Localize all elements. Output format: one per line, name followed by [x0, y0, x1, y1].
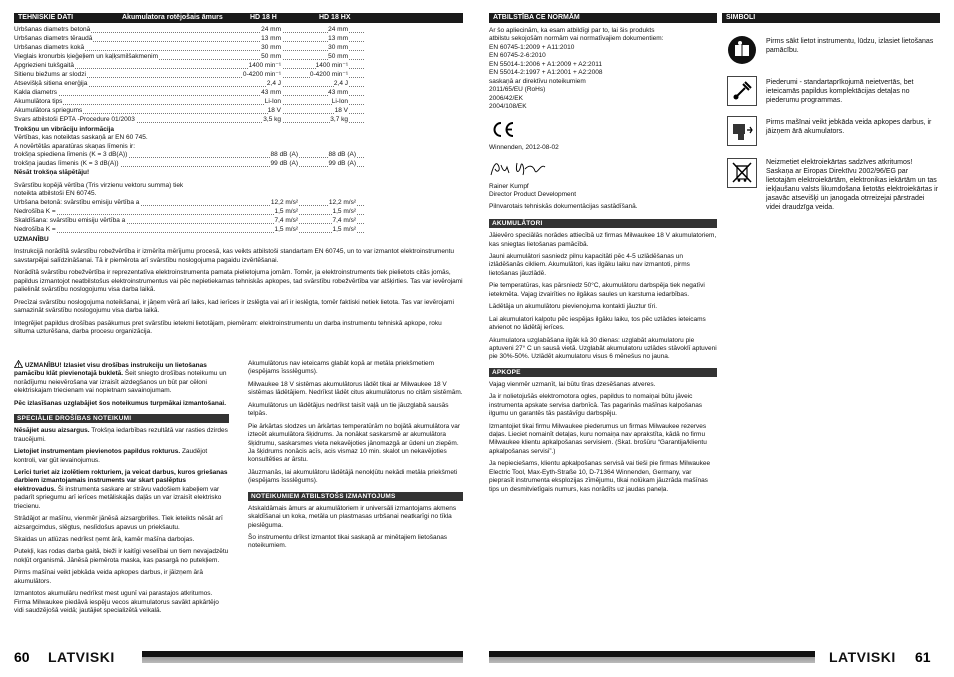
remove-battery-icon — [727, 116, 757, 146]
battery-para-3: Pie temperatūras, kas pārsniedz 50°C, akumulātoru darbspēja tiek negatīvi ietekmēta. Vajag izvairīties no ilgākas saules un karstuma iedarbības. — [489, 282, 705, 298]
spec-value-1: 43 mm — [261, 89, 281, 96]
safety-para-8: Izmantotos akumulāru nedrīkst mest ugunī vai parastajos atkritumos. Firma Milwaukee piedāvā iespēju vecos akumulatorus savākt apkārtējo vidi saudzējošā veidā; jautājiet specializētā veikalā. — [14, 590, 219, 615]
spec-value-2: 0-4200 min⁻¹ — [309, 71, 348, 78]
right-footer — [489, 647, 940, 665]
safety-para-5: Skaidas un atlūzas nedrīkst ņemt ārā, kamēr mašīna darbojas. — [14, 536, 195, 543]
spec-value-1: 30 mm — [261, 44, 281, 51]
conformity-lines — [489, 27, 717, 111]
safety-para-7: Pirms mašīnai veikt jebkāda veida apkopes darbus, ir jāizņem ārā akumulātors. — [14, 569, 203, 585]
spec-value-1: 13 mm — [261, 35, 281, 42]
spec-label: trokšņa jaudas līmenis (K = 3 dB(A)) — [14, 160, 119, 168]
attention-section — [14, 236, 463, 340]
warning-bold: UZMANĪBU! Izlasiet visu drošības instrukciju un lietošanas pamācību klāt pievienotajā bukletā. — [14, 362, 207, 378]
spec-value-1: 24 mm — [261, 26, 281, 33]
spec-label: Urbšanas diametrs betonā — [14, 26, 91, 33]
left-footer-bar — [142, 651, 463, 663]
spec-value-1: 1,5 m/s² — [274, 225, 298, 233]
safety-para-4: Strādājot ar mašīnu, vienmēr jānēsā aizsargbrilles. Tiek ieteikts nēsāt arī aizsargcimdus, slēgtus, neslīdošus apavus un priekšautu. — [14, 515, 223, 531]
warning-paragraph — [14, 360, 229, 396]
spec-label: Atsevišķā sitiena enerģija — [14, 80, 88, 87]
spec-value-2: 24 mm — [328, 26, 348, 33]
spec-row — [14, 208, 364, 217]
battery-safety-para-3: Akumulātorus un lādētājus nedrīkst taisīt vaļā un tie jāuzglabā sausās telpās. — [248, 401, 449, 418]
read-manual-icon — [727, 35, 757, 65]
safety-para-3-bold: Lerīci turiet aiz izolētiem rokturiem, ja veicat darbus, kuros griešanas darbiem izmantojamais instruments var skart paslēptus elektrovadus. — [14, 468, 228, 493]
spec-value-2: 18 V — [334, 107, 348, 114]
spec-row — [14, 89, 364, 98]
battery-para-2: Jauni akumulātori sasniedz pilnu kapacitāti pēc 4-5 uzlādēšanas un izlādēšanās cikliem. Akumulātori, kas ilgāku laiku nav izmantoti, pirms lietošanas jāuzlādē. — [489, 253, 690, 277]
signer-authority: Pilnvarotais tehniskās dokumentācijas sastādīšanā. — [489, 202, 638, 210]
maintenance-para-1: Vajag vienmēr uzmanīt, lai būtu tīras dzesēšanas atveres. — [489, 380, 656, 388]
battery-para-6: Akumulatora uzglabāšana ilgāk kā 30 dienas: uzglabāt akumulatoru pie aptuveni 27° C un sausā vietā. Uzglabāt akumulatoru uzlādes stāvoklī aptuveni pie 30%-50%. Uzlādēt akumulatoru visus 6 mēnešus no jauna. — [489, 336, 717, 361]
spec-row — [14, 71, 364, 80]
spec-row — [14, 226, 364, 235]
safety-para-2-rest: Zaudējot kontroli, var gūt ievainojumus. — [14, 448, 208, 464]
noise-rows — [14, 151, 364, 169]
spec-label: Skaldīšana: svārstību emisiju vērtība a — [14, 216, 126, 224]
conformity-line: 2004/108/EK — [489, 102, 527, 110]
spec-value-1: 50 mm — [261, 53, 281, 60]
spec-row — [14, 98, 364, 107]
noise-line-1: Vērtības, kas noteiktas saskaņā ar EN 60 745. — [14, 134, 148, 142]
signature — [489, 159, 717, 179]
conformity-line: 2011/65/EU (RoHs) — [489, 86, 546, 94]
dot-leader — [54, 86, 364, 87]
battery-safety-para-5: Jāuzmanās, lai akumulātoru lādētājā nenokļūtu nekādi metāla priekšmeti (iespējams īssslēgums). — [248, 468, 458, 485]
intended-use-para-1: Atskaldāmais āmurs ar akumulātoriem ir universāli izmantojams akmens skaldīšanai un koka, metāla un plastmasas urbšanai neatkarīgi no tīkla pieslēguma. — [248, 504, 457, 529]
dot-leader — [54, 232, 364, 233]
spec-row — [14, 44, 364, 53]
conformity-line: atbilstu sekojošām normām vai normatīvajiem dokumentiem: — [489, 35, 664, 43]
spec-label: trokšņa spiediena līmenis (K = 3 dB(A)) — [14, 151, 128, 159]
symbols-column — [722, 13, 940, 212]
conformity-line: Ar šo apliecinām, ka esam atbildīgi par to, lai šis produkts — [489, 27, 655, 34]
spec-label: Nedrošība K = — [14, 225, 56, 233]
spec-label: Vieglais kronurbis ķieģeļiem un kaļķsmilšakmenim — [14, 53, 159, 60]
right-page-number: 61 — [915, 649, 931, 665]
spec-value-2: 3,7 kg — [330, 116, 348, 123]
spec-label: Urbšanas diametrs kokā — [14, 44, 85, 51]
vib-line-1: Svārstību kopējā vērtība (Tris virzienu vektoru summa) tiek — [14, 181, 184, 189]
signature-icon — [489, 159, 549, 179]
symbol-text-accessory: Piederumi - standartaprīkojumā neietvertās, bet ieteicamās papildus komplektācijas detaļas no piederumu programmas. — [766, 79, 914, 105]
spec-value-2: 12,2 m/s² — [328, 198, 356, 206]
spec-value-2: 1400 min⁻¹ — [315, 62, 348, 69]
left-page-number: 60 — [14, 649, 30, 665]
battery-header: AKUMULĀTORI — [489, 219, 717, 228]
spec-table — [14, 26, 364, 125]
spec-value-2: Li-Ion — [331, 98, 348, 105]
spec-value-2: 50 mm — [328, 53, 348, 60]
symbols-header: SIMBOLI — [722, 13, 940, 23]
spec-label: Nedrošība K = — [14, 207, 56, 215]
spec-row — [14, 53, 364, 62]
spec-value-2: 13 mm — [328, 35, 348, 42]
safety-para-1 — [14, 427, 229, 444]
spec-value-2: 2,4 J — [333, 80, 348, 87]
accessory-icon — [727, 76, 757, 106]
conformity-line: EN 60745-1:2009 + A11:2010 — [489, 43, 575, 51]
spec-value-1: 99 dB (A) — [270, 160, 298, 168]
tech-col-model1: HD 18 H — [250, 14, 277, 21]
spec-row — [14, 160, 364, 169]
spec-label: Sitienu biežums ar slodzi — [14, 71, 86, 78]
symbol-text-manual: Pirms sākt lietot instrumentu, lūdzu, izlasiet lietošanas pamācību. — [766, 38, 934, 55]
symbol-text-weee: Neizmetiet elektroiekārtas sadzīves atkritumos! Saskaņa ar Eiropas Direktīvu 2002/96/EG par lietotajām elektroiekārtām, elektronikas iekārtām un tas iekļaušanu valsts likumdošana lietotās elektroiekārtas ir jasavāc atsevišķi un janogada otrreizejai pārstradei videi draudzīga veida. — [766, 159, 938, 212]
noise-line-2: A novērtētās aparatūras skaņas līmenis ir: — [14, 142, 136, 150]
dot-leader — [54, 214, 364, 215]
conformity-line: saskaņā ar direktīvu noteikumiem — [489, 77, 586, 85]
safety-para-3-rest: Ši instrumenta saskare ar strāvu vadošiem kabeļiem var padarīt spriegumu arī ierīces metāliskajās daļās un var izraisīt elektrisko triecienu. — [14, 485, 222, 510]
special-safety-header: SPECIĀLIE DROŠĪBAS NOTEIKUMI — [14, 414, 229, 423]
battery-safety-para-4: Pie ārkārtas slodzes un ārkārtas temperatūrām no bojātā akumulātora var iztecēt akumulātora šķidrums. Ja nonākat saskarsmē ar akumulātora šķidrumu, saskarsmes vieta nekavējoties jānomazgā ar ūdeni un ziepēm. Ja šķidrums nonācis acīs, acis vismaz 10 min. skalot un nekavējoties konsultēties ar ārstu. — [248, 422, 461, 464]
dot-leader — [54, 113, 364, 114]
right-language-label: LATVISKI — [829, 649, 896, 665]
safety-para-1-bold: Nēsājiet ausu aizsargus. — [14, 427, 90, 435]
safety-column — [14, 360, 229, 620]
spec-label: Kakla diametrs — [14, 89, 57, 96]
spec-value-1: 1400 min⁻¹ — [248, 62, 281, 69]
spec-label: Urbšanas diametrs tēraudā — [14, 35, 93, 42]
noise-title: Trokšņu un vibrāciju informācija — [14, 126, 115, 133]
spec-value-1: 12,2 m/s² — [270, 198, 298, 206]
spec-row — [14, 80, 364, 89]
maintenance-para-4: Ja nepieciešams, klientu apkalpošanas servisā vai tieši pie firmas Milwaukee Electric Tool, Max-Eyth-Straße 10, D-71364 Winnenden, Germany, var pieprasīt instrumenta eksplozijas zīmējumu, tikai nolūkam jāuzrāda mašīnas tips un desmitvietīgais numurs, kas norādīts uz jaudas paneļa. — [489, 460, 711, 493]
spec-label: Urbšana betonā: svārstību emisiju vērtība a — [14, 198, 140, 206]
attention-title: UZMANĪBU — [14, 236, 49, 243]
spec-value-1: Li-Ion — [264, 98, 281, 105]
maintenance-para-3: Izmantojiet tikai firmu Milwaukee piederumus un firmas Milwaukee rezerves daļas. Lieciet nomainīt detaļas, kuru nomaiņa nav aprakstīta, kādā no firmu Milwaukee klientu apkalpošanas servisiem. (Skat. brošūru “Garantija/klientu apkalpošanas servisi”.) — [489, 422, 707, 455]
spec-value-1: 2,4 J — [266, 80, 281, 87]
dot-leader — [54, 95, 364, 96]
dot-leader — [54, 104, 364, 105]
tech-col-product: Akumulatora rotējošais āmurs — [122, 14, 223, 21]
dot-leader — [54, 50, 364, 51]
dot-leader — [54, 32, 364, 33]
spec-value-1: 88 dB (A) — [270, 151, 298, 159]
spec-value-2: 99 dB (A) — [328, 160, 356, 168]
battery-para-1: Jāievēro speciālās norādes attiecībā uz firmas Milwaukee 18 V akumulatoriem, kas sniegtas lietošanas pamācībā. — [489, 232, 717, 248]
conformity-line: 2006/42/EK — [489, 94, 523, 102]
attention-para-3: Precīzai svārstību noslogojuma noteikšanai, ir jāņem vērā arī laiks, kad ierīces ir izslēgta vai arī ir ieslēgta, tomēr faktiski netiek lietota. Tas var ievērojami samazināt svārstību noslogojumu visa darba laikā. — [14, 298, 454, 315]
tech-data-title: TEHNISKIE DATI — [18, 14, 74, 21]
noise-section — [14, 126, 364, 235]
keep-instructions: Pēc izlasīšanas uzglabājiet šos noteikumus turpmākai izmantošanai. — [14, 399, 227, 407]
noise-warning: Nēsāt trokšņa slāpētāju! — [14, 169, 90, 177]
vib-line-2: noteikta atbilstoši EN 60745. — [14, 190, 97, 198]
spec-row — [14, 26, 364, 35]
battery-para-5: Lai akumulatori kalpotu pēc iespējas ilgāku laiku, tos pēc uzlādes ieteicams atvienot no lādētāj ierīces. — [489, 315, 706, 332]
ce-mark — [491, 121, 717, 138]
warning-rest: Šeit sniegto drošības noteikumu un norādījumu neievērošana var izraisīt aizdegšanos un būt par cēloni elektriskajam triecienam vai nopietnam savainojumam. — [14, 370, 227, 395]
attention-para-2: Norādītā svārstību robežvērtība ir reprezentatīva elektroinstrumenta pamata pielietojuma jomām. Tomēr, ja elektroinstruments tiek pielietots citās jomās, papildus izmantojot neatbilstošus elektroinstrumentus vai pēc nepietiekamas tehniskās apkopes, tad svārstību robežvērtība var atšķirties. Tas var ievērojami palielināt svārstību noslogojumu visa darba laikā. — [14, 269, 463, 294]
warning-triangle-icon — [14, 360, 23, 368]
safety-para-1-rest: Trokšņa iedarbības rezultātā var rasties dzirdes traucējumi. — [14, 427, 228, 443]
right-page — [477, 0, 954, 677]
signer-title: Director Product Development — [489, 191, 577, 199]
conformity-line: EN 55014-1:2006 + A1:2009 + A2:2011 — [489, 60, 603, 68]
maintenance-para-2: Ja ir nolietojušās elektromotora ogles, papildus to nomaiņai būtu jāveic instrumenta apskate servisa darbnīcā. Tas pagarinās mašīnas kalpošanas ilgumu un garantēs tās pastāvīgu darbspēju. — [489, 393, 703, 418]
ce-mark-icon — [491, 121, 515, 138]
battery-safety-para-2: Milwaukee 18 V sistēmas akumulātorus lādēt tikai ar Milwaukee 18 V sistēmas lādētājiem. Nedrīkst lādēt citus akumulātorus no citām sistēmām. — [248, 380, 463, 397]
weee-bin-icon — [727, 158, 757, 188]
spec-value-1: 7,4 m/s² — [274, 216, 298, 224]
spec-value-2: 7,4 m/s² — [332, 216, 356, 224]
conformity-line: EN 60745-2-6:2010 — [489, 52, 546, 60]
spec-row — [14, 62, 364, 71]
left-footer — [14, 647, 463, 665]
spec-value-2: 1,5 m/s² — [332, 207, 356, 215]
spec-value-2: 30 mm — [328, 44, 348, 51]
maintenance-header: APKOPE — [489, 368, 717, 377]
spec-label: Svars atbilstoši EPTA -Procedure 01/2003 — [14, 116, 135, 123]
battery-safety-para-1: Akumulātorus nav ieteicams glabāt kopā ar metāla priekšmetiem (iespējams īssslēgums). — [248, 360, 435, 376]
spec-row — [14, 107, 364, 116]
spec-value-2: 88 dB (A) — [328, 151, 356, 159]
safety-para-3 — [14, 469, 229, 511]
spec-row — [14, 217, 364, 226]
intended-use-header: NOTEIKUMIEM ATBILSTOŠS IZMANTOJUMS — [248, 492, 463, 501]
dot-leader — [54, 41, 364, 42]
left-language-label: LATVISKI — [48, 649, 115, 665]
conformity-line: EN 55014-2:1997 + A1:2001 + A2:2008 — [489, 69, 603, 77]
spec-value-1: 1,5 m/s² — [274, 207, 298, 215]
vib-rows — [14, 199, 364, 235]
spec-row — [14, 116, 364, 125]
intended-use-para-2: Šo instrumentu drīkst izmantot tikai saskaņā ar minētajiem lietošanas noteikumiem. — [248, 534, 448, 550]
battery-safety-column — [248, 360, 463, 555]
conformity-header: ATBILSTĪBA CE NORMĀM — [489, 13, 717, 23]
spec-label: Akumulātora tips — [14, 98, 63, 105]
tech-col-model2: HD 18 HX — [319, 14, 351, 21]
right-footer-bar — [489, 651, 815, 663]
spec-label: Akumulātora spriegums — [14, 107, 83, 114]
safety-para-6: Putekļi, kas rodas darba gaitā, bieži ir kaitīgi veselībai un tiem nevajadzētu nokļūt organismā. Jānēsā piemērota maska, kas pasargā no putekļiem. — [14, 548, 229, 564]
spec-value-2: 1,5 m/s² — [332, 225, 356, 233]
spec-value-1: 0-4200 min⁻¹ — [242, 71, 281, 78]
tech-data-header — [14, 13, 463, 23]
safety-para-2 — [14, 448, 229, 465]
signer-name: Rainer Kumpf — [489, 182, 529, 190]
attention-para-1: Instrukcijā norādītā svārstību robežvērtība ir izmērīta mērījumu procesā, kas veikts atbilstoši standartam EN 60745, un to var izmantot elektroinstrumentu savstarpējai salīdzināšanai. Tā ir piemērota arī svārstību noslogojuma pagaidu izvērtēšanai. — [14, 248, 455, 264]
spec-row — [14, 35, 364, 44]
attention-para-4: Integrējiet papildus drošības pasākumus pret svārstību ietekmi lietotājam, piemēram: elektroinstrumentu un darba instrumentu tehniskā apkope, roku siltuma uzturēšana, darba procesu organizācija. — [14, 319, 442, 335]
spec-row — [14, 199, 364, 208]
signed-place: Winnenden, 2012-08-02 — [489, 144, 559, 152]
spec-row — [14, 151, 364, 160]
spec-value-1: 18 V — [267, 107, 281, 114]
spec-value-1: 3,5 kg — [263, 116, 281, 123]
spec-label: Apgriezieni tukšgaitā — [14, 62, 74, 69]
spec-value-2: 43 mm — [328, 89, 348, 96]
safety-para-2-bold: Lietojiet instrumentam pievienotos papildus rokturus. — [14, 448, 181, 456]
battery-para-4: Lādētāja un akumulātoru pievienojuma kontakti jāuztur tīri. — [489, 303, 658, 311]
conformity-column — [489, 13, 717, 498]
symbol-text-battery: Pirms mašīnai veikt jebkāda veida apkopes darbus, ir jāizņem ārā akumulators. — [766, 119, 932, 136]
